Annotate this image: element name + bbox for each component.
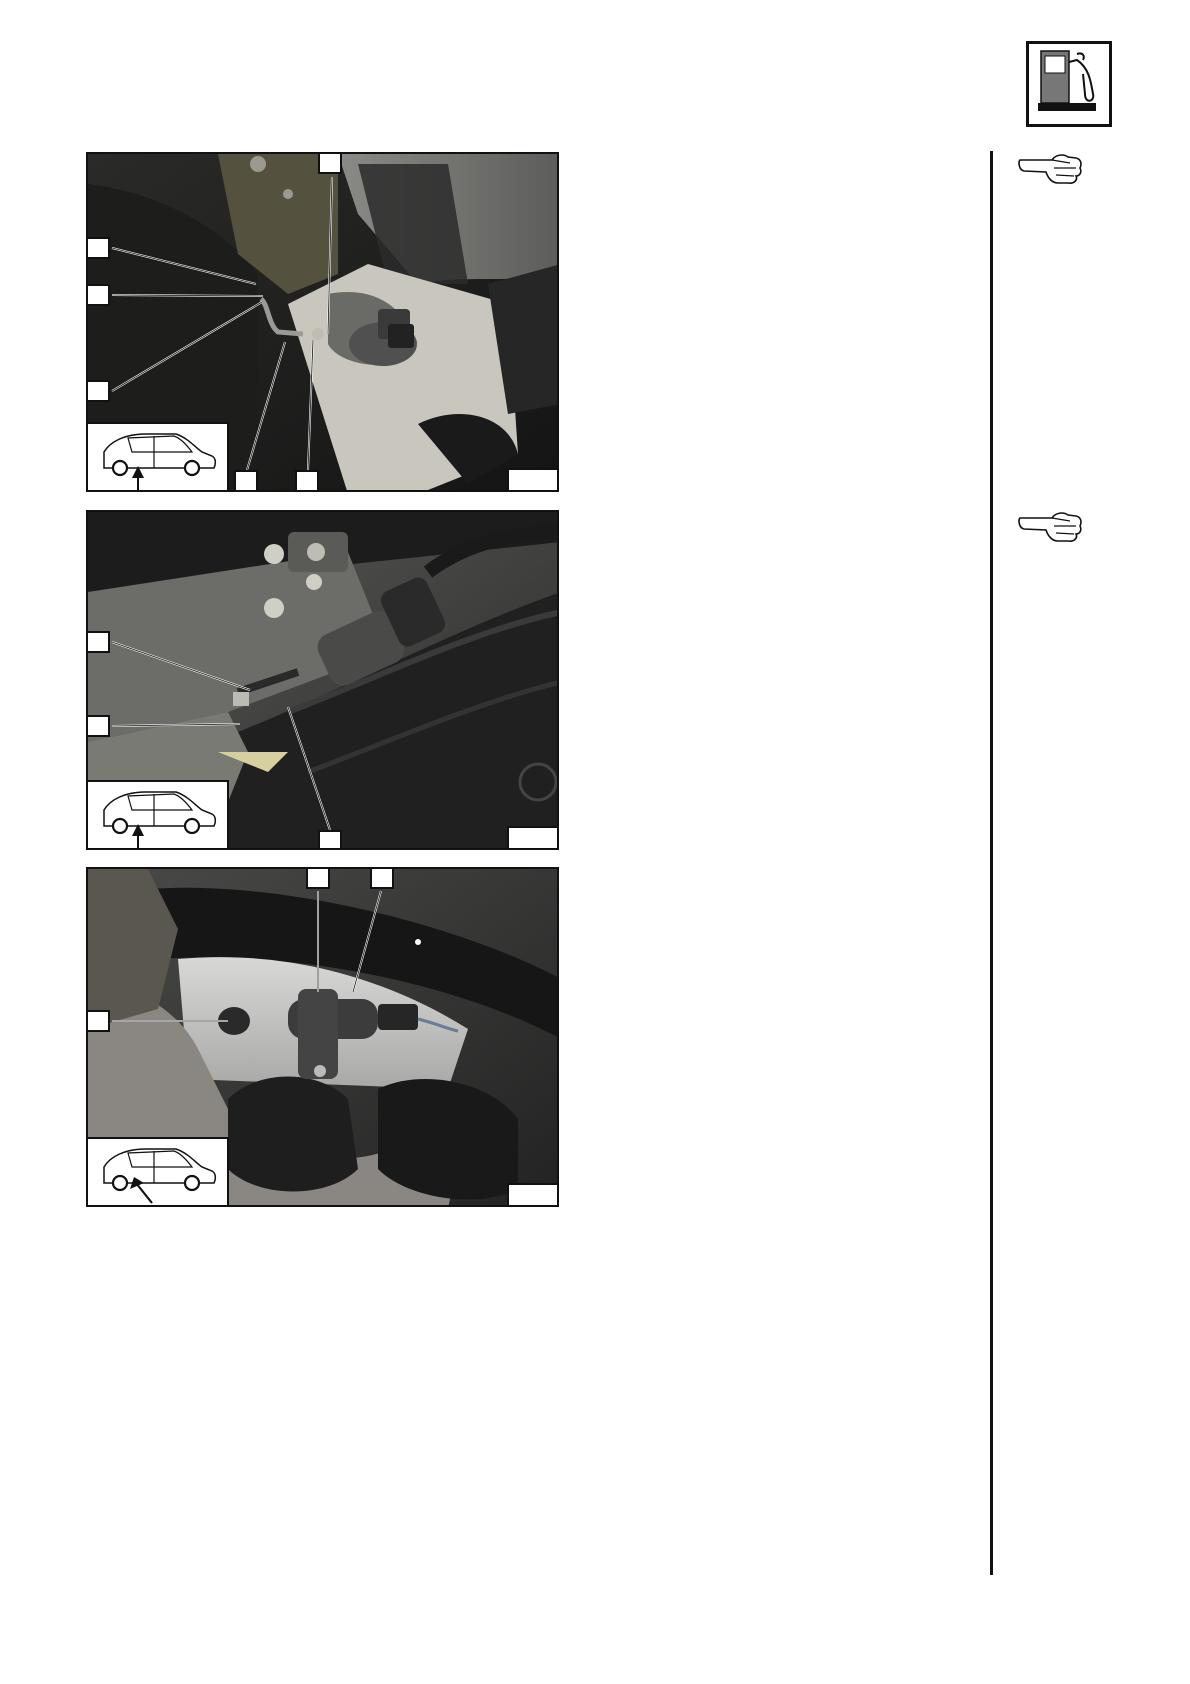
vehicle-location-inset xyxy=(88,422,229,490)
callout-marker xyxy=(370,867,394,889)
callout-marker xyxy=(86,237,110,259)
margin-rule xyxy=(990,151,993,1575)
fuel-section-badge xyxy=(1026,41,1112,127)
pointing-hand-icon xyxy=(1018,508,1084,546)
car-underside-diagonal-arrow-icon xyxy=(88,1139,227,1205)
callout-marker xyxy=(318,830,342,850)
callout-marker xyxy=(318,152,342,174)
figure-3 xyxy=(86,867,559,1207)
callout-marker xyxy=(234,470,258,492)
figure-2 xyxy=(86,510,559,850)
callout-marker xyxy=(306,867,330,889)
figure-1 xyxy=(86,152,559,492)
figure-reference-box xyxy=(507,826,557,848)
callout-marker xyxy=(86,1010,110,1032)
callout-marker xyxy=(86,380,110,402)
vehicle-location-inset xyxy=(88,780,229,848)
pointing-hand-icon xyxy=(1018,150,1084,188)
callout-marker xyxy=(86,715,110,737)
figure-reference-box xyxy=(507,468,557,490)
callout-marker xyxy=(86,631,110,653)
figure-reference-box xyxy=(507,1183,557,1205)
callout-marker xyxy=(86,284,110,306)
car-underside-arrow-icon xyxy=(88,782,227,848)
fuel-pump-icon xyxy=(1029,44,1109,124)
callout-marker xyxy=(295,470,319,492)
car-underside-arrow-icon xyxy=(88,424,227,490)
vehicle-location-inset xyxy=(88,1137,229,1205)
